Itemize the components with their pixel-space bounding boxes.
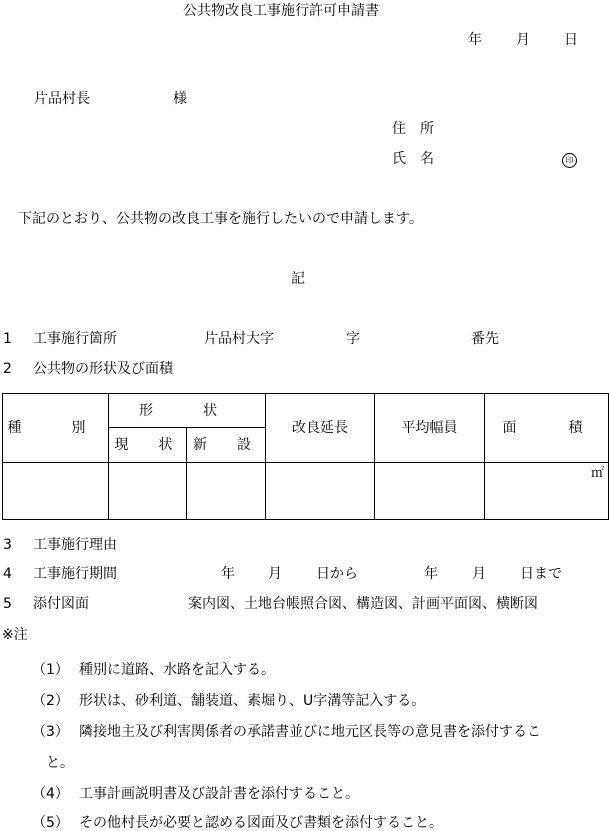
shape-area-table — [2, 393, 609, 520]
note3-continuation: と。 — [46, 755, 74, 771]
seal-mark — [562, 151, 577, 168]
notes-heading: ※注 — [2, 627, 28, 643]
item4-number: 4 — [3, 566, 12, 582]
item1-label: 工事施行箇所 — [33, 331, 117, 347]
note4-text: 工事計画説明書及び設計書を添付すること。 — [79, 786, 359, 802]
cell-length — [266, 463, 375, 520]
header-current: 現 状 — [109, 428, 187, 463]
item4-year-to: 年 — [424, 566, 438, 582]
item3-number: 3 — [3, 537, 12, 553]
intro-text: 下記のとおり、公共物の改良工事を施行したいので申請します。 — [18, 211, 423, 227]
document-title: 公共物改良工事施行許可申請書 — [183, 3, 379, 19]
note1-text: 種別に道路、水路を記入する。 — [79, 662, 275, 678]
header-kind: 種 別 — [3, 394, 109, 463]
item5-label: 添付図面 — [33, 596, 89, 612]
item5-value: 案内図、土地台帳照合図、構造図、計画平面図、横断図 — [188, 596, 538, 612]
item4-label: 工事施行期間 — [33, 566, 117, 582]
addressee-honorific: 様 — [173, 91, 187, 107]
item3-label: 工事施行理由 — [33, 537, 117, 553]
item1-aza: 字 — [346, 331, 360, 347]
note5-text: その他村長が必要と認める図面及び書類を添付すること。 — [79, 815, 443, 831]
cell-width — [375, 463, 485, 520]
cell-kind — [3, 463, 109, 520]
applicant-name-label: 氏 名 — [392, 151, 434, 167]
area-unit: ㎡ — [590, 466, 604, 481]
cell-area — [485, 463, 609, 520]
note2-text: 形状は、砂利道、舗装道、素堀り、U字溝等記入する。 — [79, 693, 426, 709]
note5-number: （5） — [32, 815, 69, 831]
ki-heading: 記 — [291, 271, 305, 287]
note3-text: 隣接地主及び利害関係者の承諾書並びに地元区長等の意見書を添付するこ — [79, 724, 541, 740]
cell-new — [187, 463, 266, 520]
header-shape: 形 状 — [109, 394, 266, 428]
seal-icon: 印 — [562, 153, 577, 168]
header-width: 平均幅員 — [375, 394, 485, 463]
date-year: 年 — [468, 32, 482, 48]
item1-banchi: 番先 — [471, 331, 499, 347]
item1-number: 1 — [3, 331, 12, 347]
item4-year-from: 年 — [221, 566, 235, 582]
date-month: 月 — [516, 32, 530, 48]
item4-month-to: 月 — [472, 566, 486, 582]
item5-number: 5 — [3, 596, 12, 612]
item4-day-to: 日まで — [520, 566, 562, 582]
note2-number: （2） — [32, 693, 69, 709]
applicant-address-label: 住 所 — [392, 121, 434, 137]
header-new: 新 設 — [187, 428, 266, 463]
cell-current — [109, 463, 187, 520]
header-area: 面 積 — [485, 394, 609, 463]
header-length: 改良延長 — [266, 394, 375, 463]
item1-place: 片品村大字 — [204, 331, 274, 347]
date-day: 日 — [564, 32, 578, 48]
note1-number: （1） — [32, 662, 69, 678]
note3-number: （3） — [32, 724, 69, 740]
item2-label: 公共物の形状及び面積 — [33, 361, 173, 377]
addressee-name: 片品村長 — [34, 91, 90, 107]
item2-number: 2 — [3, 361, 12, 377]
item4-day-from: 日から — [316, 566, 358, 582]
item4-month-from: 月 — [268, 566, 282, 582]
note4-number: （4） — [32, 786, 69, 802]
